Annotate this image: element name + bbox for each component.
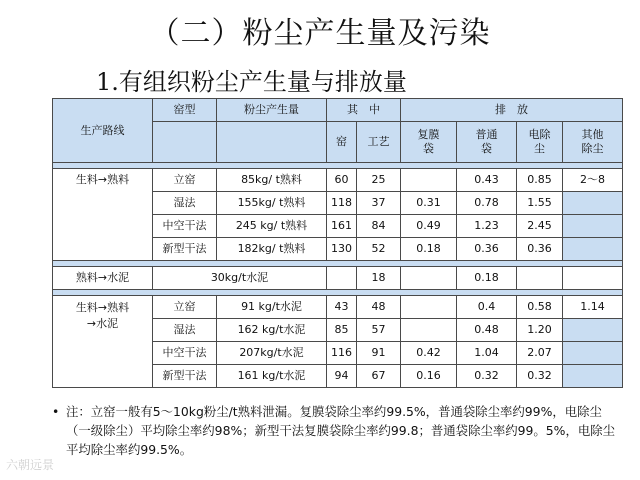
cell-normal: 0.78	[457, 192, 517, 215]
cell-kiln: 94	[327, 365, 357, 388]
header-dust-generation: 粉尘产生量	[217, 99, 327, 122]
bullet-icon: •	[52, 404, 60, 419]
cell-gen: 207kg/t水泥	[217, 342, 327, 365]
footnote	[52, 402, 626, 459]
cell-other: 1.14	[563, 296, 623, 319]
cell-kiln: 43	[327, 296, 357, 319]
cell-film: 0.31	[401, 192, 457, 215]
cell-esp: 1.55	[517, 192, 563, 215]
watermark-logo: 六朝远景	[6, 458, 55, 472]
header-emission: 排 放	[401, 99, 623, 122]
cell-esp: 0.36	[517, 238, 563, 261]
cell-normal: 1.23	[457, 215, 517, 238]
cell-type: 湿法	[153, 319, 217, 342]
cell-film	[401, 267, 457, 290]
cell-gen: 161 kg/t水泥	[217, 365, 327, 388]
cell-other	[563, 319, 623, 342]
cell-kiln: 116	[327, 342, 357, 365]
cell-type: 中空干法	[153, 342, 217, 365]
header-kiln-type: 窑型	[153, 99, 217, 122]
cell-esp	[517, 267, 563, 290]
cell-gen: 245 kg/ t熟料	[217, 215, 327, 238]
cell-gen: 155kg/ t熟料	[217, 192, 327, 215]
header-normal-bag	[457, 122, 517, 163]
cell-other	[563, 192, 623, 215]
cell-esp: 2.07	[517, 342, 563, 365]
cell-normal: 0.18	[457, 267, 517, 290]
cell-other	[563, 342, 623, 365]
header-process: 工艺	[357, 122, 401, 163]
cell-other	[563, 365, 623, 388]
cell-other: 2～8	[563, 169, 623, 192]
header-film-bag	[401, 122, 457, 163]
cell-proc: 25	[357, 169, 401, 192]
slide-subtitle: 1.有组织粉尘产生量与排放量	[96, 68, 407, 96]
cell-film	[401, 169, 457, 192]
cell-other	[563, 215, 623, 238]
cell-film: 0.49	[401, 215, 457, 238]
cell-esp: 2.45	[517, 215, 563, 238]
cell-esp: 0.85	[517, 169, 563, 192]
cell-type: 新型干法	[153, 365, 217, 388]
header-normal-bag-label: 普通袋	[475, 128, 498, 155]
route-label: 生料→熟料→水泥	[75, 301, 130, 330]
cell-type: 立窑	[153, 296, 217, 319]
footnote-text: 注：立窑一般有5～10kg粉尘/t熟料泄漏。复膜袋除尘率约99.5%，普通袋除尘率约99%，电除尘（一级除尘）平均除尘率约98%；新型干法复膜袋除尘率约99.8；普通袋除尘率约99。5%，电除尘平均除尘率约99.5%。	[66, 404, 616, 457]
cell-kiln: 60	[327, 169, 357, 192]
cell-proc: 84	[357, 215, 401, 238]
header-esp	[517, 122, 563, 163]
cell-kiln: 85	[327, 319, 357, 342]
header-kiln: 窑	[327, 122, 357, 163]
cell-proc: 18	[357, 267, 401, 290]
cell-gen: 182kg/ t熟料	[217, 238, 327, 261]
cell-normal: 1.04	[457, 342, 517, 365]
cell-normal: 0.43	[457, 169, 517, 192]
cell-proc: 91	[357, 342, 401, 365]
cell-kiln: 130	[327, 238, 357, 261]
header-film-bag-label: 复膜袋	[417, 128, 440, 155]
cell-film: 0.16	[401, 365, 457, 388]
cell-other	[563, 238, 623, 261]
header-of-which: 其 中	[327, 99, 401, 122]
cell-normal: 0.32	[457, 365, 517, 388]
cell-kiln	[327, 267, 357, 290]
cell-type: 中空干法	[153, 215, 217, 238]
cell-proc: 57	[357, 319, 401, 342]
cell-proc: 52	[357, 238, 401, 261]
cell-type: 立窑	[153, 169, 217, 192]
route-raw-to-clinker-to-cement	[53, 296, 153, 388]
cell-type: 湿法	[153, 192, 217, 215]
dust-emission-table	[52, 98, 623, 388]
header-blank-2	[217, 122, 327, 163]
cell-gen: 162 kg/t水泥	[217, 319, 327, 342]
cell-normal: 0.48	[457, 319, 517, 342]
cell-film	[401, 319, 457, 342]
header-esp-label: 电除尘	[528, 128, 551, 155]
cell-gen: 91 kg/t水泥	[217, 296, 327, 319]
cell-film: 0.42	[401, 342, 457, 365]
cell-proc: 37	[357, 192, 401, 215]
header-other-label: 其他除尘	[581, 128, 604, 155]
cell-esp: 0.32	[517, 365, 563, 388]
cell-film: 0.18	[401, 238, 457, 261]
cell-esp: 0.58	[517, 296, 563, 319]
header-other	[563, 122, 623, 163]
cell-kiln: 161	[327, 215, 357, 238]
cell-gen: 30kg/t水泥	[153, 267, 327, 290]
cell-type: 新型干法	[153, 238, 217, 261]
cell-other	[563, 267, 623, 290]
cell-esp: 1.20	[517, 319, 563, 342]
slide-title: （二）粉尘产生量及污染	[149, 16, 491, 51]
header-route: 生产路线	[53, 99, 153, 163]
cell-proc: 67	[357, 365, 401, 388]
cell-proc: 48	[357, 296, 401, 319]
route-clinker-to-cement: 熟料→水泥	[53, 267, 153, 290]
cell-normal: 0.36	[457, 238, 517, 261]
header-blank-1	[153, 122, 217, 163]
cell-gen: 85kg/ t熟料	[217, 169, 327, 192]
cell-film	[401, 296, 457, 319]
route-raw-to-clinker: 生料→熟料	[53, 169, 153, 261]
cell-kiln: 118	[327, 192, 357, 215]
cell-normal: 0.4	[457, 296, 517, 319]
